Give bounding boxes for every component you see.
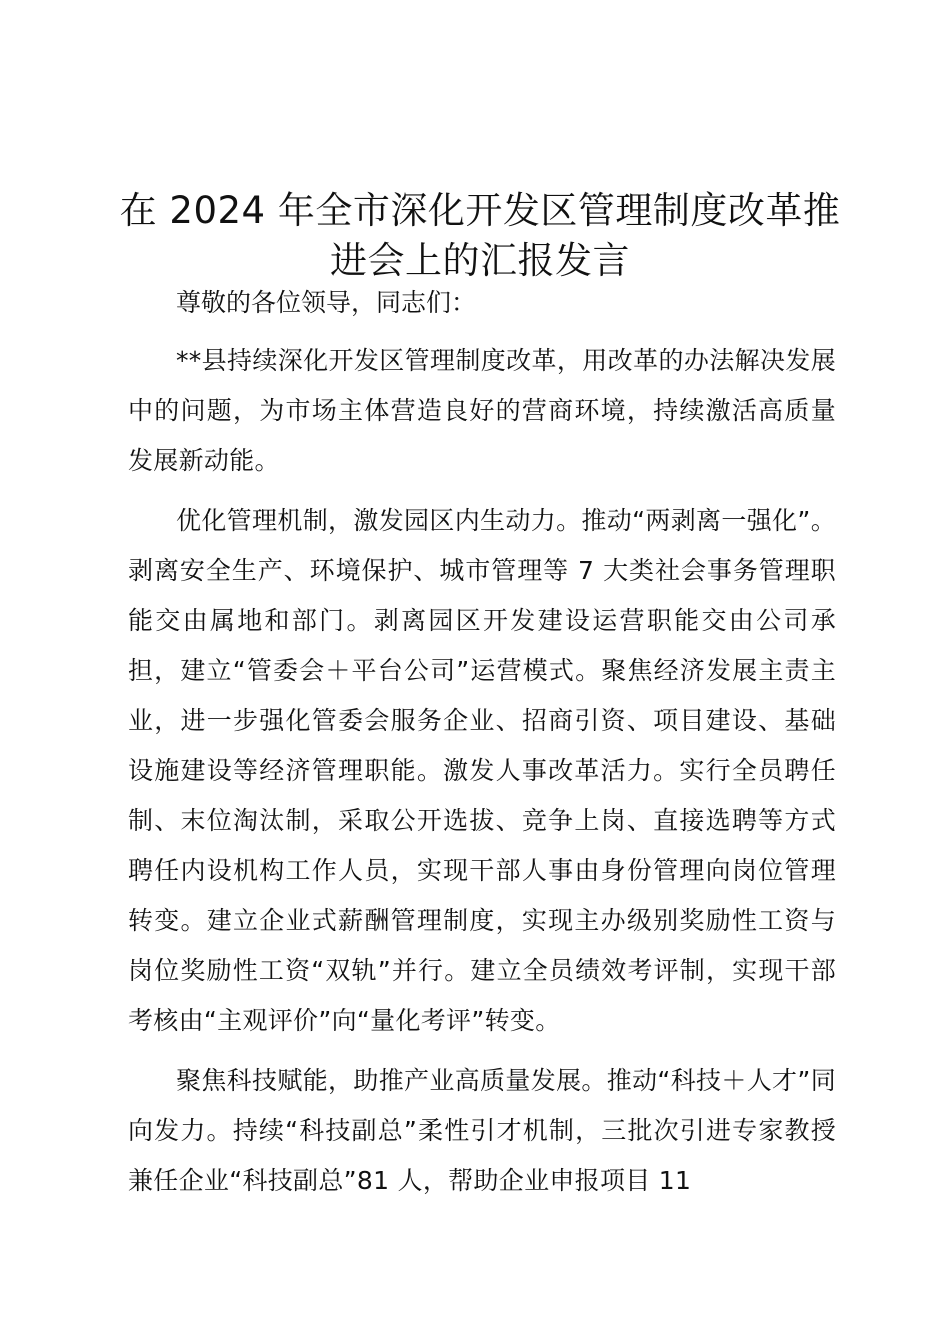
document-title: 在 2024 年全市深化开发区管理制度改革推进会上的汇报发言	[119, 189, 841, 282]
paragraph-intro: **县持续深化开发区管理制度改革，用改革的办法解决发展中的问题，为市场主体营造良好的营商环境，持续激活高质量发展新动能。	[128, 346, 836, 475]
paragraph-management-mechanism: 优化管理机制，激发园区内生动力。推动“两剥离一强化”。剥离安全生产、环境保护、城市管理等 7 大类社会事务管理职能交由属地和部门。剥离园区开发建设运营职能交由公司承担，建立“管委会＋平台公司”运营模式。聚焦经济发展主责主业，进一步强化管委会服务企业、招商引资、项目建设、基础设施建设等经济管理职能。激发人事改革活力。实行全员聘任制、末位淘汰制，采取公开选拔、竞争上岗、直接选聘等方式聘任内设机构工作人员，实现干部人事由身份管理向岗位管理转变。建立企业式薪酬管理制度，实现主办级别奖励性工资与岗位奖励性工资“双轨”并行。建立全员绩效考评制，实现干部考核由“主观评价”向“量化考评”转变。	[128, 506, 836, 1035]
paragraph-technology-empowerment: 聚焦科技赋能，助推产业高质量发展。推动“科技＋人才”同向发力。持续“科技副总”柔性引才机制，三批次引进专家教授兼任企业“科技副总”81 人，帮助企业申报项目 11	[128, 1066, 836, 1195]
salutation: 尊敬的各位领导，同志们：	[176, 288, 477, 317]
document-body	[128, 282, 836, 1206]
